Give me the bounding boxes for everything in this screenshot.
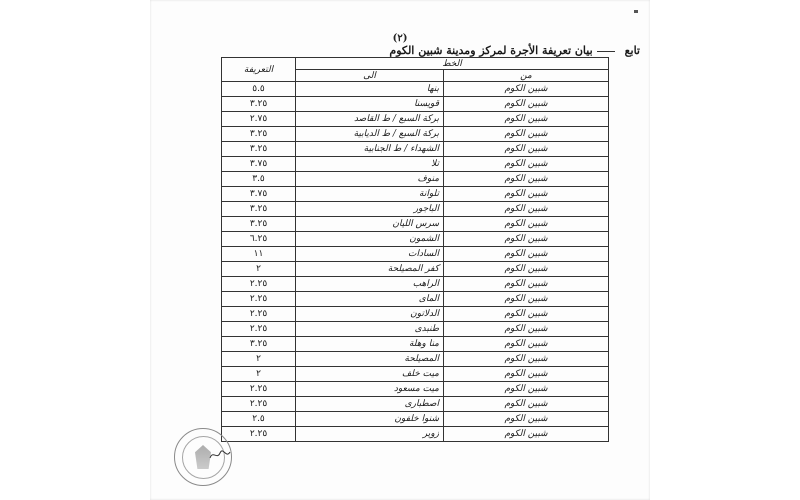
destination-cell: شنوا خلفون [296,412,444,427]
fare-cell: ٢.٢٥ [222,277,296,292]
from-cell: شبين الكوم [444,322,609,337]
heading-title: بيان تعريفة الأجرة لمركز ومدينة شبين الكوم [389,44,593,57]
fare-cell: ٢.٢٥ [222,427,296,442]
table-row [222,127,609,142]
table-header-row [222,58,609,70]
from-cell: شبين الكوم [444,382,609,397]
from-cell: شبين الكوم [444,337,609,352]
destination-cell: الشمون [296,232,444,247]
table-row [222,367,609,382]
destination-cell: منوف [296,172,444,187]
fare-cell: ٢.٢٥ [222,397,296,412]
fare-cell: ٢.٧٥ [222,112,296,127]
from-cell: شبين الكوم [444,292,609,307]
table-row [222,217,609,232]
destination-cell: كفر المصيلحة [296,262,444,277]
destination-cell: سرس الليان [296,217,444,232]
document-heading [190,44,640,57]
table-row [222,112,609,127]
fare-table [221,57,609,442]
from-cell: شبين الكوم [444,187,609,202]
fare-cell: ٣.٢٥ [222,127,296,142]
corner-mark [634,10,638,13]
table-row [222,232,609,247]
fare-cell: ٣.٧٥ [222,187,296,202]
from-cell: شبين الكوم [444,307,609,322]
fare-cell: ٣.٢٥ [222,97,296,112]
destination-cell: ميت خلف [296,367,444,382]
fare-cell: ٢.٥ [222,412,296,427]
table-row [222,157,609,172]
document-page [150,0,650,500]
destination-cell: السادات [296,247,444,262]
fare-cell: ٢ [222,367,296,382]
from-cell: شبين الكوم [444,397,609,412]
fare-cell: ٢.٢٥ [222,382,296,397]
heading-prefix: تابع [624,44,640,57]
table-row [222,247,609,262]
from-cell: شبين الكوم [444,427,609,442]
fare-cell: ٦.٢٥ [222,232,296,247]
from-cell: شبين الكوم [444,172,609,187]
from-cell: شبين الكوم [444,142,609,157]
from-cell: شبين الكوم [444,262,609,277]
table-row [222,202,609,217]
signature-mark [208,448,232,462]
destination-cell: الراهب [296,277,444,292]
fare-cell: ٢ [222,352,296,367]
fare-cell: ٥.٥ [222,82,296,97]
header-line: الخط [296,58,609,70]
from-cell: شبين الكوم [444,367,609,382]
table-row [222,277,609,292]
destination-cell: تلا [296,157,444,172]
from-cell: شبين الكوم [444,202,609,217]
from-cell: شبين الكوم [444,412,609,427]
destination-cell: بركة السبع / ط القاصد [296,112,444,127]
from-cell: شبين الكوم [444,217,609,232]
table-row [222,412,609,427]
fare-cell: ٣.٥ [222,172,296,187]
fare-cell: ٢.٢٥ [222,322,296,337]
from-cell: شبين الكوم [444,97,609,112]
destination-cell: زوير [296,427,444,442]
destination-cell: طنبدى [296,322,444,337]
destination-cell: الماى [296,292,444,307]
table-row [222,82,609,97]
fare-cell: ٢ [222,262,296,277]
destination-cell: ميت مسعود [296,382,444,397]
from-cell: شبين الكوم [444,352,609,367]
destination-cell: تلوانة [296,187,444,202]
fare-cell: ٣.٢٥ [222,337,296,352]
from-cell: شبين الكوم [444,112,609,127]
fare-cell: ٣.٢٥ [222,202,296,217]
destination-cell: الدلاتون [296,307,444,322]
table-row [222,262,609,277]
table-row [222,172,609,187]
fare-cell: ٣.٢٥ [222,142,296,157]
table-row [222,337,609,352]
table-row [222,397,609,412]
fare-cell: ٢.٢٥ [222,292,296,307]
from-cell: شبين الكوم [444,232,609,247]
from-cell: شبين الكوم [444,157,609,172]
table-row [222,427,609,442]
table-row [222,382,609,397]
header-to: الى [296,70,444,82]
table-row [222,142,609,157]
table-row [222,97,609,112]
header-from: من [444,70,609,82]
destination-cell: قويسنا [296,97,444,112]
destination-cell: منا وهلة [296,337,444,352]
fare-cell: ٣.٧٥ [222,157,296,172]
table-row [222,352,609,367]
from-cell: شبين الكوم [444,82,609,97]
from-cell: شبين الكوم [444,247,609,262]
fare-cell: ٢.٢٥ [222,307,296,322]
destination-cell: المصيلحة [296,352,444,367]
destination-cell: الشهداء / ط الجنابية [296,142,444,157]
header-fare: التعريفة [222,58,296,82]
from-cell: شبين الكوم [444,277,609,292]
destination-cell: بركة السبع / ط الديابية [296,127,444,142]
from-cell: شبين الكوم [444,127,609,142]
table-row [222,322,609,337]
table-row [222,307,609,322]
destination-cell: الباجور [296,202,444,217]
table-row [222,292,609,307]
page-number: (٢) [392,33,408,44]
heading-dash [597,51,615,52]
fare-cell: ١١ [222,247,296,262]
fare-cell: ٣.٢٥ [222,217,296,232]
destination-cell: بنها [296,82,444,97]
destination-cell: اصطبارى [296,397,444,412]
table-row [222,187,609,202]
